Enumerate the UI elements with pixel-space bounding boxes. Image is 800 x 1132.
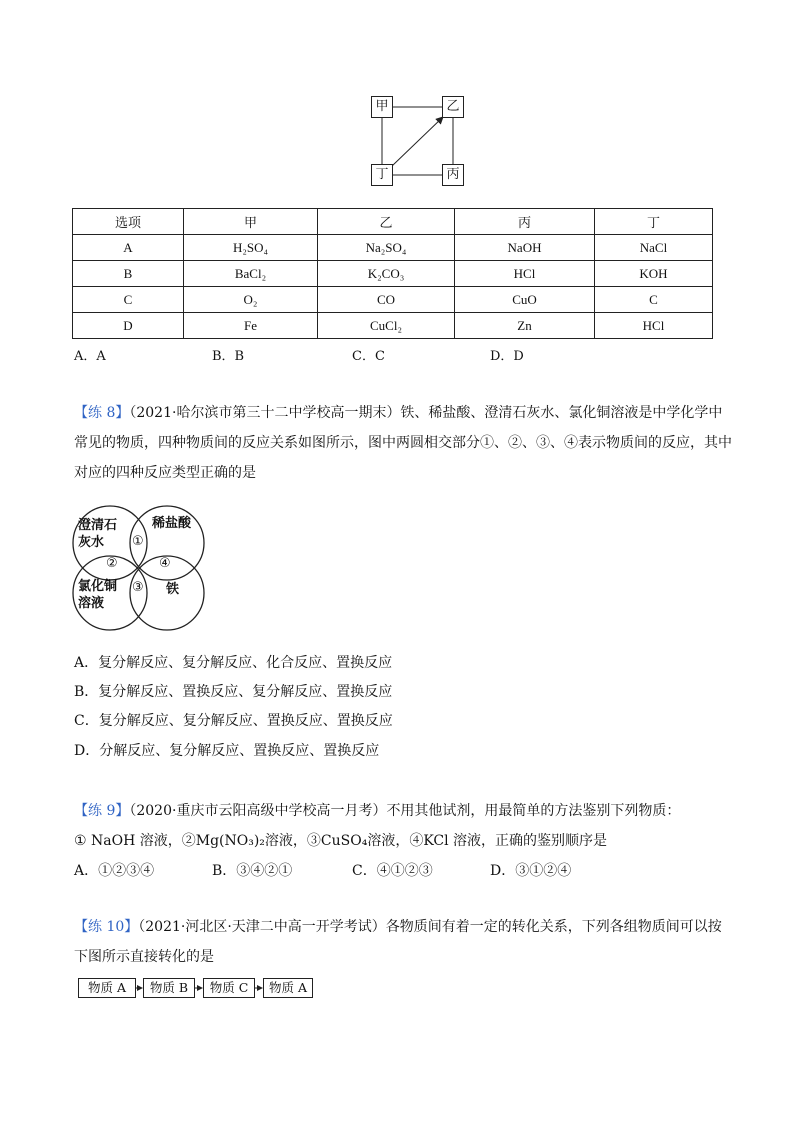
venn-cucl2-label (78, 578, 117, 612)
q8-stem (74, 398, 734, 488)
node-jia: 甲 (371, 96, 393, 118)
table-cell: K₂CO₃ (318, 261, 455, 287)
q9-line2: ① NaOH 溶液，②Mg(NO₃)₂溶液，③CuSO₄溶液，④KCl 溶液，正确的鉴别顺序是 (74, 833, 608, 849)
table-row (73, 313, 713, 339)
table-cell: Na₂SO₄ (318, 235, 455, 261)
flow-box-a: 物质 A (78, 978, 136, 998)
q9-option-b[interactable]: B．③④②① (212, 863, 293, 879)
choice-a[interactable]: A．A (74, 349, 106, 364)
venn-region-2: ② (106, 556, 118, 571)
flow-box-b: 物质 B (143, 978, 195, 998)
table-cell: A (73, 235, 184, 261)
q10-stem (74, 912, 734, 972)
q9-tag: 【练 9】 (74, 803, 130, 819)
venn-hcl-label: 稀盐酸 (152, 516, 192, 531)
table-header: 丙 (455, 209, 595, 235)
q9-option-c[interactable]: C．④①②③ (352, 863, 433, 879)
flow-box-a2: 物质 A (263, 978, 313, 998)
venn-region-1: ① (132, 534, 144, 549)
table-cell: BaCl₂ (184, 261, 318, 287)
table-cell: CuCl₂ (318, 313, 455, 339)
table-cell: NaCl (595, 235, 713, 261)
table-cell: HCl (455, 261, 595, 287)
venn-region-3: ③ (132, 580, 144, 595)
table-header: 丁 (595, 209, 713, 235)
choice-c[interactable]: C．C (352, 349, 385, 364)
table-header-row (73, 209, 713, 235)
table-cell: Zn (455, 313, 595, 339)
q9-stem (74, 800, 680, 820)
table-row (73, 261, 713, 287)
table-cell: C (595, 287, 713, 313)
choice-d[interactable]: D．D (490, 349, 524, 364)
table-row (73, 287, 713, 313)
q9-option-d[interactable]: D．③①②④ (490, 863, 572, 879)
table-cell: O₂ (184, 287, 318, 313)
table-cell: HCl (595, 313, 713, 339)
node-bing: 丙 (442, 164, 464, 186)
relation-diagram (360, 92, 470, 192)
q10-tag: 【练 10】 (74, 919, 139, 935)
table-header: 选项 (73, 209, 184, 235)
q8-tag: 【练 8】 (74, 405, 130, 421)
table-cell: H₂SO₄ (184, 235, 318, 261)
table-cell: NaOH (455, 235, 595, 261)
q10-text: （2021·河北区·天津二中高一开学考试）各物质间有着一定的转化关系，下列各组物质间可以按下图所示直接转化的是 (74, 919, 722, 965)
venn-region-4: ④ (159, 556, 171, 571)
venn-cucl2-line1: 氯化铜 (78, 579, 118, 594)
node-yi: 乙 (442, 96, 464, 118)
table-header: 甲 (184, 209, 318, 235)
table-cell: C (73, 287, 184, 313)
q9-text: （2020·重庆市云阳高级中学校高一月考）不用其他试剂，用最简单的方法鉴别下列物质： (129, 803, 681, 819)
q8-option-c[interactable]: C．复分解反应、复分解反应、置换反应、置换反应 (74, 713, 393, 729)
venn-limewater-label (78, 517, 117, 551)
table-cell: CuO (455, 287, 595, 313)
table-row (73, 235, 713, 261)
venn-fe-label: 铁 (166, 582, 180, 597)
options-table (72, 208, 713, 339)
choice-b[interactable]: B．B (212, 349, 245, 364)
venn-diagram (70, 503, 210, 633)
table-cell: KOH (595, 261, 713, 287)
q8-option-a[interactable]: A．复分解反应、复分解反应、化合反应、置换反应 (74, 655, 393, 671)
table-cell: D (73, 313, 184, 339)
table-cell: CO (318, 287, 455, 313)
venn-limewater-line2: 灰水 (78, 535, 105, 550)
node-ding: 丁 (371, 164, 393, 186)
q9-option-a[interactable]: A．①②③④ (74, 863, 155, 879)
q8-text: （2021·哈尔滨市第三十二中学校高一期末）铁、稀盐酸、澄清石灰水、氯化铜溶液是中学化学中常见的物质，四种物质间的反应关系如图所示，图中两圆相交部分①、②、③、④表示物质间的反应，其中对应的四种反应类型正确的是 (74, 405, 732, 481)
table-header: 乙 (318, 209, 455, 235)
q8-option-d[interactable]: D．分解反应、复分解反应、置换反应、置换反应 (74, 743, 380, 759)
venn-limewater-line1: 澄清石 (78, 518, 118, 533)
q8-option-b[interactable]: B．复分解反应、置换反应、复分解反应、置换反应 (74, 684, 393, 700)
flow-box-c: 物质 C (203, 978, 255, 998)
table-cell: Fe (184, 313, 318, 339)
table-cell: B (73, 261, 184, 287)
venn-cucl2-line2: 溶液 (78, 596, 105, 611)
